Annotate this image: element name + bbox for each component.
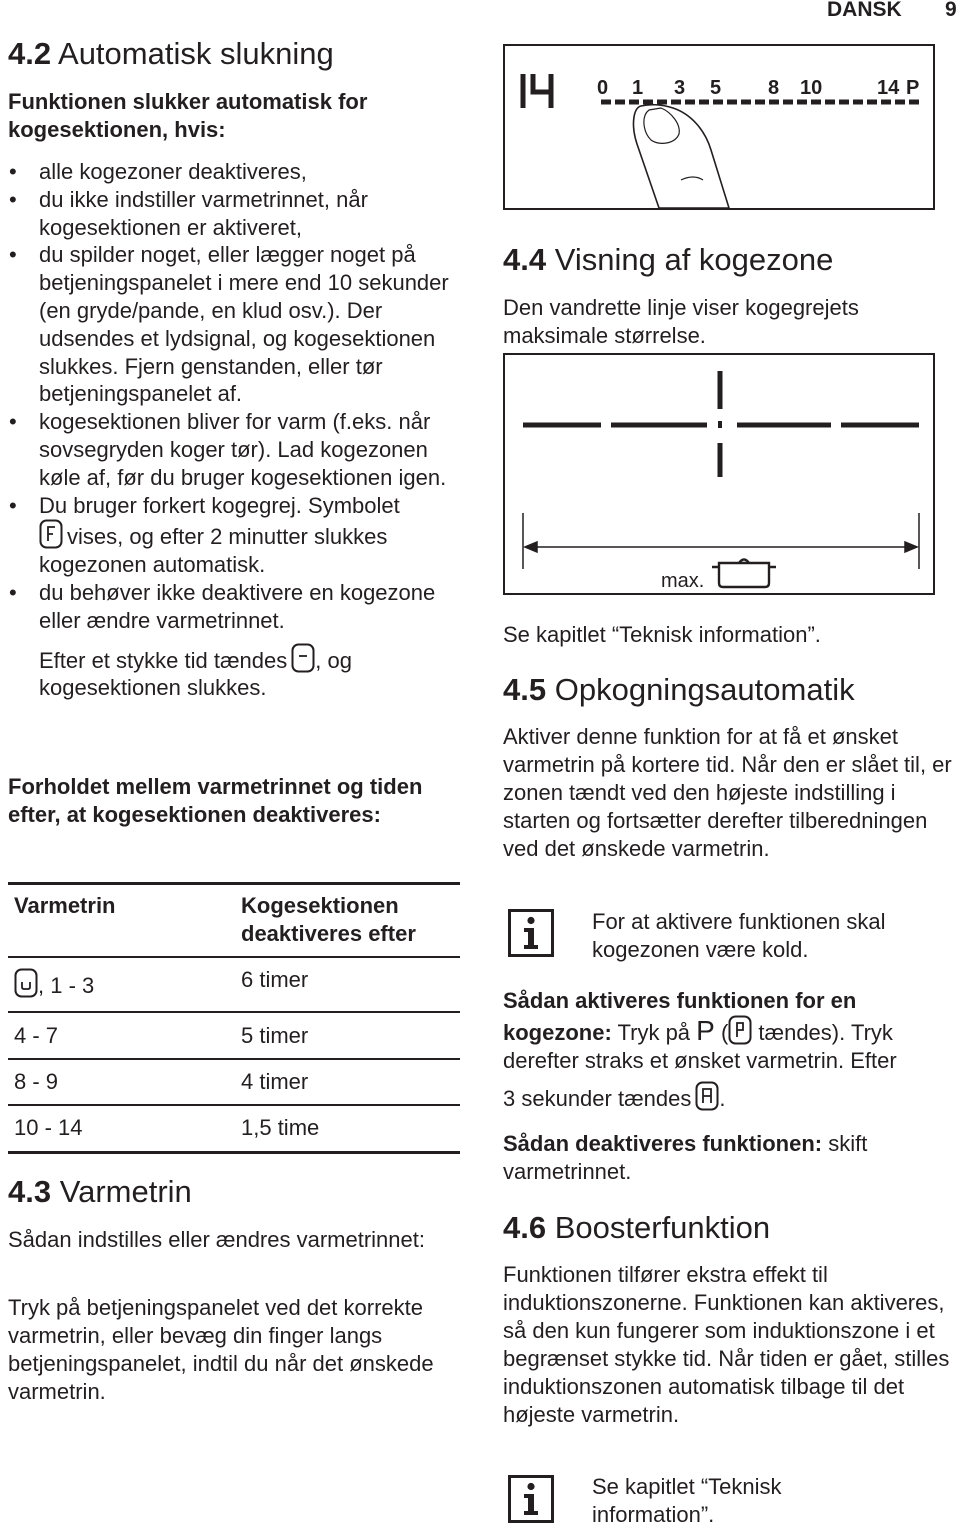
table-rule-top xyxy=(8,882,460,885)
scale-label: 3 xyxy=(674,77,686,99)
bullet5-text-a: Du bruger forkert kogegrej. Symbolet xyxy=(39,492,400,518)
section-number: 4.2 xyxy=(8,36,52,71)
f-display-symbol-icon xyxy=(39,519,63,549)
list-item: • kogesektionen bliver for varm (f.eks. når sovsegryden koger tør). Lad kogezonen køle af, før du bruger kogesektionen igen. xyxy=(5,408,460,491)
scale-label: 8 xyxy=(768,77,780,99)
scale-label: 1 xyxy=(632,77,644,99)
table-rule xyxy=(8,1058,460,1060)
table-cell: 5 timer xyxy=(241,1023,309,1048)
scale-label: P xyxy=(906,77,920,99)
table-cell: 1,5 time xyxy=(241,1115,320,1140)
activate-text-e: . xyxy=(719,1086,726,1111)
section-4-3-para1: Sådan indstilles eller ændres varmetrinnet: xyxy=(8,1227,425,1252)
deactivate-text: skift varmetrinnet. xyxy=(503,1131,868,1184)
activate-title: Sådan aktiveres funktionen for en kogezone: xyxy=(503,988,857,1045)
bullet6-cont-b: , og kogesektionen slukkes. xyxy=(39,647,352,701)
section-number: 4.5 xyxy=(503,672,547,707)
table-header-cell: Varmetrin xyxy=(14,893,116,918)
section-4-4-text: Den vandrette linje viser kogegrejets maksimale størrelse. xyxy=(503,295,859,348)
list-item: • du spilder noget, eller lægger noget på betjeningspanelet i mere end 10 sekunder (en gryde/pande, en klud osv.). Der udsendes et lydsignal, og kogesektionen slukkes. Fjern genstanden, eller tør betjeningspanelet af. xyxy=(5,241,460,408)
scale-label: 0 xyxy=(597,77,609,99)
info-note: For at aktivere funktionen skal kogezonen være kold. xyxy=(592,909,886,962)
list-item xyxy=(5,492,460,579)
cooking-zone-figure xyxy=(503,353,935,595)
table-cell-level: , 1 - 3 xyxy=(38,973,95,998)
info-note: Se kapitlet “Teknisk information”. xyxy=(592,1474,782,1527)
section-title: Visning af kogezone xyxy=(554,242,834,277)
table-rule xyxy=(8,1011,460,1013)
section-4-4-see-chapter: Se kapitlet “Teknisk information”. xyxy=(503,622,821,647)
page-number: 9 xyxy=(945,0,957,21)
section-4-2-heading xyxy=(8,36,334,72)
table-cell: 4 timer xyxy=(241,1069,309,1094)
table-rule xyxy=(8,1104,460,1106)
finger-icon xyxy=(634,105,729,208)
table-cell: 10 - 14 xyxy=(14,1115,83,1140)
info-icon xyxy=(508,909,554,957)
deactivate-title: Sådan deaktiveres funktionen: xyxy=(503,1131,823,1156)
auto-off-conditions-list xyxy=(5,158,460,702)
scale-label: 10 xyxy=(800,77,823,99)
display-digits xyxy=(523,74,551,108)
activate-text-c: tændes). Tryk derefter straks et ønsket varmetrin. Efter xyxy=(503,1020,897,1073)
table-header-cell: Kogesektionen deaktiveres efter xyxy=(241,893,416,946)
section-4-3-para2: Tryk på betjeningspanelet ved det korrekte varmetrin, eller bevæg din finger langs betjeningspanelet, indtil du når det ønskede varmetrin. xyxy=(8,1295,434,1404)
info-icon xyxy=(508,1475,554,1523)
dash-display-symbol-icon xyxy=(291,643,315,673)
table-cell: 8 - 9 xyxy=(14,1069,59,1094)
p-display-symbol-icon xyxy=(728,1015,752,1045)
section-title: Automatisk slukning xyxy=(58,36,334,71)
max-size-arrow xyxy=(523,513,919,569)
bullet6-text: du behøver ikke deaktivere en kogezone eller ændre varmetrinnet. xyxy=(39,579,436,633)
bullet6-cont-a: Efter et stykke tid tændes xyxy=(39,647,288,673)
deactivate-instructions xyxy=(503,1130,943,1186)
section-4-6-text: Funktionen tilfører ekstra effekt til induktionszonerne. Funktionen kan aktiveres, så den kun fungerer som induktionszone i et begrænset stykke tid. Når tiden er gået, stilles induktionszonen automatisk tilbage til det højeste varmetrin. xyxy=(503,1262,950,1427)
section-number: 4.3 xyxy=(8,1174,52,1209)
keep-warm-symbol-icon xyxy=(14,968,38,998)
section-title: Varmetrin xyxy=(59,1174,192,1209)
activate-text-a: Tryk på xyxy=(611,1020,697,1045)
section-4-4-heading xyxy=(503,242,833,278)
table-cell xyxy=(14,968,94,1000)
a-display-symbol-icon xyxy=(695,1081,719,1111)
activate-text-d: 3 sekunder tændes xyxy=(503,1086,692,1111)
list-item: • du ikke indstiller varmetrinnet, når kogesektionen er aktiveret, xyxy=(5,186,460,242)
section-intro: Funktionen slukker automatisk for kogesektionen, hvis: xyxy=(8,89,368,142)
scale-label: 14 xyxy=(877,77,900,99)
page-language: DANSK xyxy=(827,0,902,21)
section-4-6-heading xyxy=(503,1210,770,1246)
section-4-3-heading xyxy=(8,1174,192,1210)
table-cell: 6 timer xyxy=(241,967,309,992)
max-label: max. xyxy=(661,570,705,592)
section-title: Boosterfunktion xyxy=(554,1210,771,1245)
section-number: 4.6 xyxy=(503,1210,547,1245)
table-title: Forholdet mellem varmetrinnet og tiden efter, at kogesektionen deaktiveres: xyxy=(8,774,423,827)
section-title: Opkogningsautomatik xyxy=(554,672,855,707)
control-panel-figure xyxy=(503,44,935,210)
table-cell: 4 - 7 xyxy=(14,1023,59,1048)
activate-instructions xyxy=(503,987,958,1113)
pot-icon xyxy=(712,560,776,588)
table-rule xyxy=(8,956,460,958)
scale-label: 5 xyxy=(710,77,722,99)
bullet5-text-b: vises, og efter 2 minutter slukkes kogezonen automatisk. xyxy=(39,524,388,578)
list-item: • alle kogezoner deaktiveres, xyxy=(5,158,460,186)
list-item xyxy=(5,579,460,702)
section-4-5-heading xyxy=(503,672,855,708)
section-number: 4.4 xyxy=(503,242,547,277)
table-rule-bottom xyxy=(8,1151,460,1154)
section-4-5-text: Aktiver denne funktion for at få et ønsket varmetrin på kortere tid. Når den er slået til, er zonen tændt ved den højeste indstilling i starten og fortsætter derefter tilberedningen ved det ønskede varmetrin. xyxy=(503,724,952,861)
activate-text-b: ( xyxy=(714,1020,729,1045)
p-key-icon: P xyxy=(696,1015,715,1046)
